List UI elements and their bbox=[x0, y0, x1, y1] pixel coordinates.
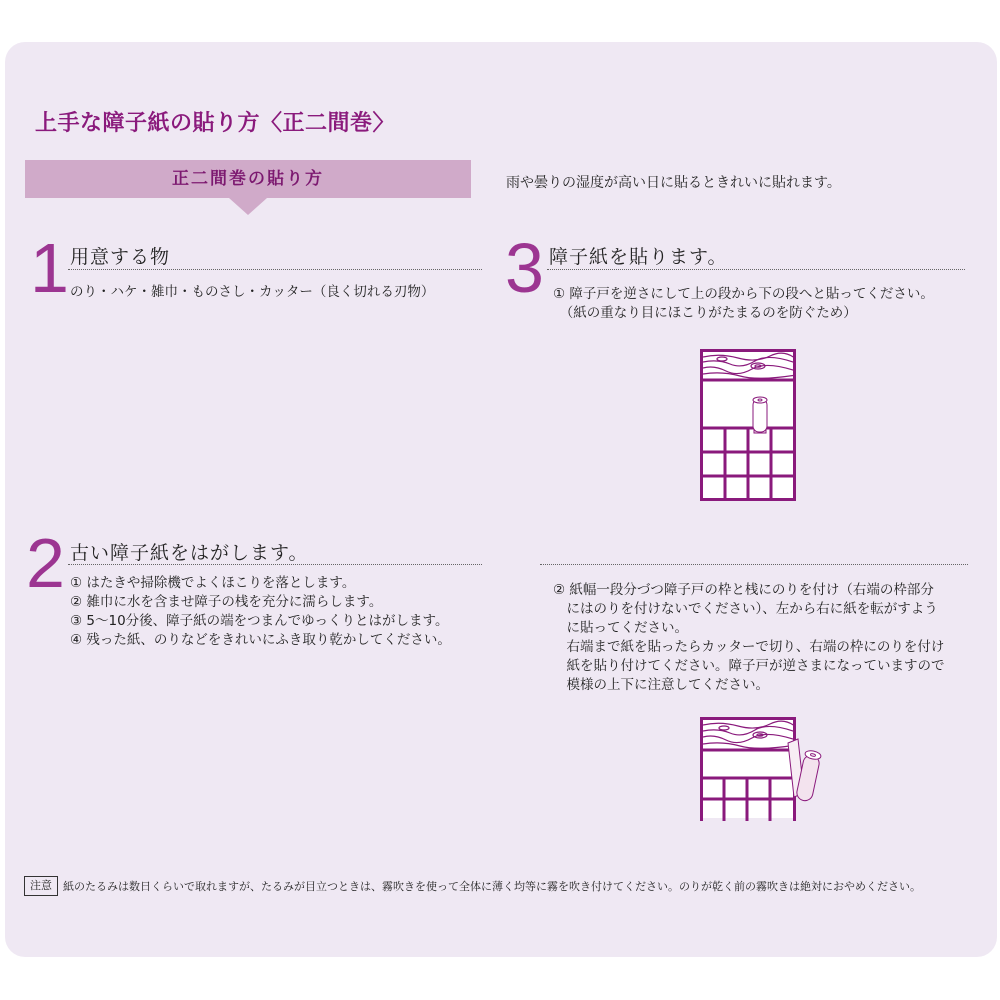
step3-heading: 障子紙を貼ります。 bbox=[549, 246, 728, 268]
step3-line: に貼ってください。 bbox=[553, 620, 688, 636]
step3-line: 模様の上下に注意してください。 bbox=[553, 677, 769, 693]
step2-line: ① はたきや掃除機でよくほこりを落とします。 bbox=[70, 575, 356, 591]
humidity-tip: 雨や曇りの湿度が高い日に貼るときれいに貼れます。 bbox=[506, 175, 841, 191]
step2-number: 2 bbox=[26, 524, 65, 602]
step1-materials: のり・ハケ・雑巾・ものさし・カッター（良く切れる刃物） bbox=[70, 284, 435, 300]
step3-line: にはのりを付けないでください）、左から右に紙を転がすよう bbox=[553, 601, 938, 617]
step3-part2-divider bbox=[540, 564, 968, 565]
step2-instructions bbox=[70, 574, 451, 650]
step3-instructions-a bbox=[553, 285, 934, 323]
step3-number: 3 bbox=[505, 229, 544, 307]
section-banner: 正二間巻の貼り方 bbox=[25, 160, 471, 198]
page-title: 上手な障子紙の貼り方〈正二間巻〉 bbox=[35, 111, 396, 136]
step2-line: ③ 5〜10分後、障子紙の端をつまんでゆっくりとはがします。 bbox=[70, 613, 449, 629]
shoji-illustration-rolling bbox=[700, 717, 830, 821]
banner-pointer bbox=[229, 198, 267, 215]
step3-line: 紙を貼り付けてください。障子戸が逆さまになっていますので bbox=[553, 658, 945, 674]
step2-line: ④ 残った紙、のりなどをきれいにふき取り乾かしてください。 bbox=[70, 632, 451, 648]
step2-heading: 古い障子紙をはがします。 bbox=[70, 542, 309, 564]
step3-line: ① 障子戸を逆さにして上の段から下の段へと貼ってください。 bbox=[553, 286, 934, 302]
step1-heading: 用意する物 bbox=[70, 246, 171, 268]
step3-line: 右端まで紙を貼ったらカッターで切り、右端の枠にのりを付け bbox=[553, 639, 945, 655]
step1-number: 1 bbox=[30, 229, 69, 307]
step1-divider bbox=[68, 269, 482, 270]
step3-line: ② 紙幅一段分づつ障子戸の枠と桟にのりを付け（右端の枠部分 bbox=[553, 582, 934, 598]
step3-divider bbox=[547, 269, 965, 270]
note-text: 紙のたるみは数日くらいで取れますが、たるみが目立つときは、霧吹きを使って全体に薄く均等に霧を吹き付けてください。のりが乾く前の霧吹きは絶対におやめください。 bbox=[63, 880, 921, 893]
step3-line: （紙の重なり目にほこりがたまるのを防ぐため） bbox=[553, 305, 857, 321]
step2-divider bbox=[68, 564, 482, 565]
step2-line: ② 雑巾に水を含ませ障子の桟を充分に濡らします。 bbox=[70, 594, 383, 610]
step3-instructions-b bbox=[553, 581, 945, 695]
shoji-illustration-top bbox=[700, 349, 796, 501]
note-label: 注意 bbox=[24, 876, 58, 896]
